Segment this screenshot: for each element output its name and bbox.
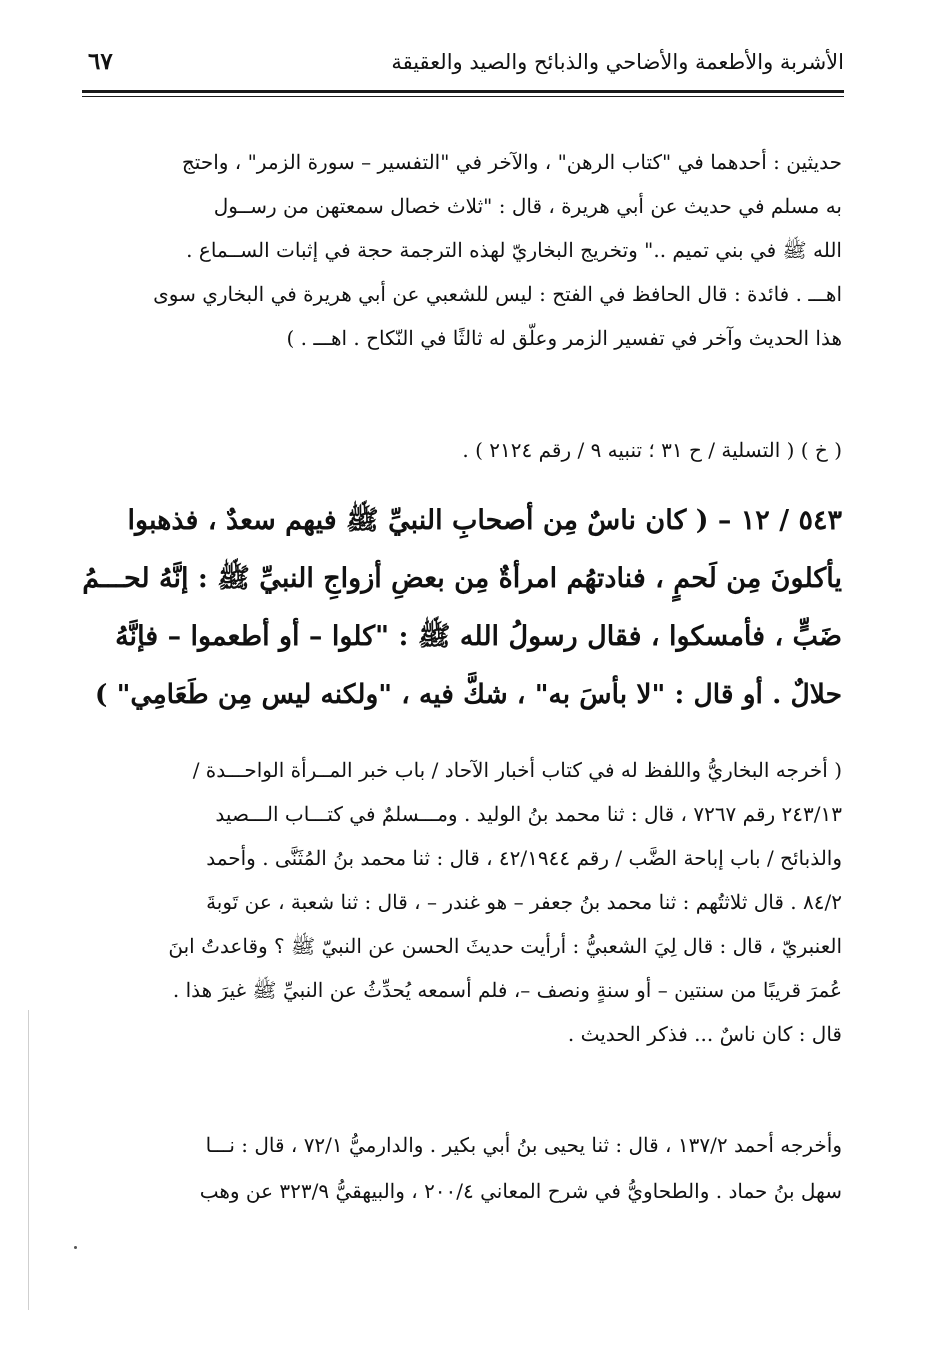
hadith-text <box>82 492 842 724</box>
continuation-paragraph <box>82 1122 842 1214</box>
header-rule-thick <box>82 90 844 93</box>
page-number: ٦٧ <box>88 48 113 75</box>
text-line: قال : كان ناسٌ ... فذكر الحديث . <box>567 1022 842 1046</box>
hadith-line: ضَبٍّ ، فأمسكوا ، فقال رسولُ الله ﷺ : "كلوا – أو أطعموا – فإنَّهُ <box>115 621 842 652</box>
header-rule-thin <box>82 96 844 97</box>
intro-paragraph <box>82 140 842 360</box>
hadith-line: حلالٌ . أو قال : "لا بأسَ به" ، شكَّ فيه ، "ولكنه ليس مِن طَعَامِي" ) <box>94 679 842 710</box>
text-line: عُمرَ قريبًا من سنتين – أو سنةٍ ونصف –، فلم أسمعه يُحدِّثُ عن النبيِّ ﷺ غيرَ هذا . <box>172 978 842 1002</box>
reference-line <box>82 430 842 470</box>
text-line: الله ﷺ في بني تميم .." وتخريج البخاريّ لهذه الترجمة حجة في إثبات الســماع . <box>186 238 842 262</box>
text-line: اهـــ . فائدة : قال الحافظ في الفتح : ليس للشعبي عن أبي هريرة في البخاري سوى <box>153 282 842 306</box>
text-line: هذا الحديث وآخر في تفسير الزمر وعلّق له ثالثًا في النّكاح . اهـــ . ) <box>286 326 842 350</box>
text-line: ( أخرجه البخاريُّ واللفظ له في كتاب أخبار الآحاد / باب خبر المــرأة الواحـــدة / <box>192 758 842 782</box>
hadith-line: يأكلونَ مِن لَحمٍ ، فنادتهُم امرأةٌ مِن بعضِ أزواجِ النبيِّ ﷺ : إنَّهُ لحـــمُ <box>82 563 842 594</box>
text-line: ٢٤٣/١٣ رقم ٧٢٦٧ ، قال : ثنا محمد بنُ الوليد . ومـــسلمٌ في كتـــاب الـــصيد <box>215 802 842 826</box>
running-header <box>82 48 844 88</box>
text-line: ٨٤/٢ . قال ثلاثتُهم : ثنا محمد بنُ جعفر – هو غندر – ، قال : ثنا شعبة ، عن تَوبةَ <box>206 890 842 914</box>
text-line: حديثين : أحدهما في "كتاب الرهن" ، والآخر في "التفسير – سورة الزمر" ، واحتج <box>181 150 842 174</box>
text-line: به مسلم في حديث عن أبي هريرة ، قال : "ثلاث خصال سمعتهن من رســول <box>213 194 842 218</box>
text-line: العنبريّ ، قال : قال لِيَ الشعبيُّ : أرأيت حديثَ الحسن عن النبيّ ﷺ ؟ وقاعدتُ ابنَ <box>168 934 842 958</box>
chapter-title: الأشربة والأطعمة والأضاحي والذبائح والصيد والعقيقة <box>391 50 844 74</box>
text-line: وأخرجه أحمد ١٣٧/٢ ، قال : ثنا يحيى بنُ أبي بكير . والدارميُّ ٧٢/١ ، قال : نـــا <box>205 1133 842 1157</box>
hadith-line: ٥٤٣ / ١٢ – ( كان ناسٌ مِن أصحابِ النبيِّ ﷺ فيهم سعدٌ ، فذهبوا <box>127 505 842 536</box>
scan-dot <box>74 1246 77 1249</box>
reference-text: ( خ ) ( التسلية / ح ٣١ ؛ تنبيه ٩ / رقم ٢١٢٤ ) . <box>462 438 842 462</box>
text-line: والذبائح / باب إباحة الضَّب / رقم ٤٢/١٩٤٤ ، قال : ثنا محمد بنُ المُثَنَّى . وأحمد <box>206 846 842 870</box>
scan-edge-mark <box>28 1010 29 1310</box>
text-line: سهل بنُ حماد . والطحاويُّ في شرح المعاني ٢٠٠/٤ ، والبيهقيُّ ٣٢٣/٩ عن وهب <box>199 1179 842 1203</box>
takhrij-paragraph <box>82 748 842 1056</box>
